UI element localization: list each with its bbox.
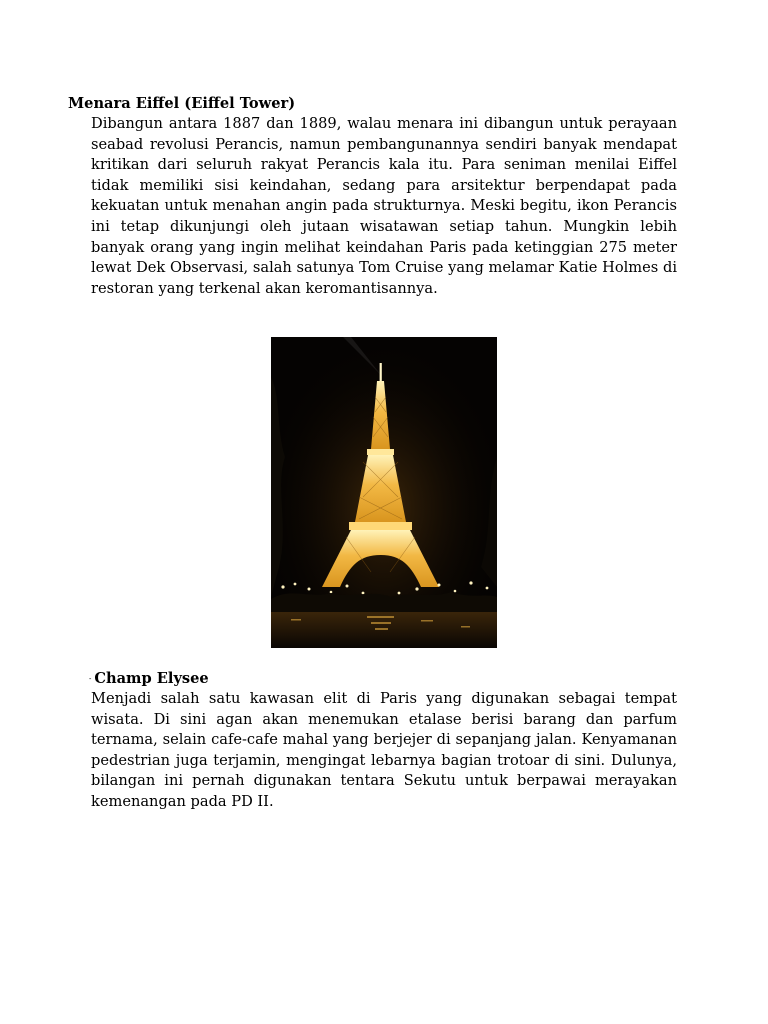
eiffel-tower-illustration: [271, 337, 497, 648]
eiffel-tower-paragraph: Dibangun antara 1887 dan 1889, walau menara ini dibangun untuk perayaan seabad revolusi Perancis, namun pembangunannya sendiri banyak mendapat kritikan dari seluruh rakyat Perancis kala itu. Para seniman menilai Eiffel tidak memiliki sisi keindahan, sedang para arsitektur berpendapat pada kekuatan untuk menahan angin pada strukturnya. Meski begitu, ikon Perancis ini tetap dikunjungi oleh jutaan wisatawan setiap tahun. Mungkin lebih banyak orang yang ingin melihat keindahan Paris pada ketinggian 275 meter lewat Dek Observasi, salah satunya Tom Cruise yang melamar Katie Holmes di restoran yang terkenal akan keromantisannya.: [91, 115, 677, 297]
list-bullet: -: [89, 675, 92, 683]
section-heading-champ-elysee: [89, 669, 209, 689]
champ-elysee-paragraph: Menjadi salah satu kawasan elit di Paris yang digunakan sebagai tempat wisata. Di sini agan akan menemukan etalase berisi barang dan parfum ternama, selain cafe-cafe mahal yang berjejer di sepanjang jalan. Kenyamanan pedestrian juga terjamin, mengingat lebarnya bagian trotoar di sini. Dulunya, bilangan ini pernah digunakan tentara Sekutu untuk berpawai merayakan kemenangan pada PD II.: [91, 690, 677, 810]
eiffel-tower-photo: [271, 337, 497, 648]
section-heading-eiffel-tower: Menara Eiffel (Eiffel Tower): [68, 95, 296, 112]
champ-elysee-title: Champ Elysee: [94, 670, 209, 687]
